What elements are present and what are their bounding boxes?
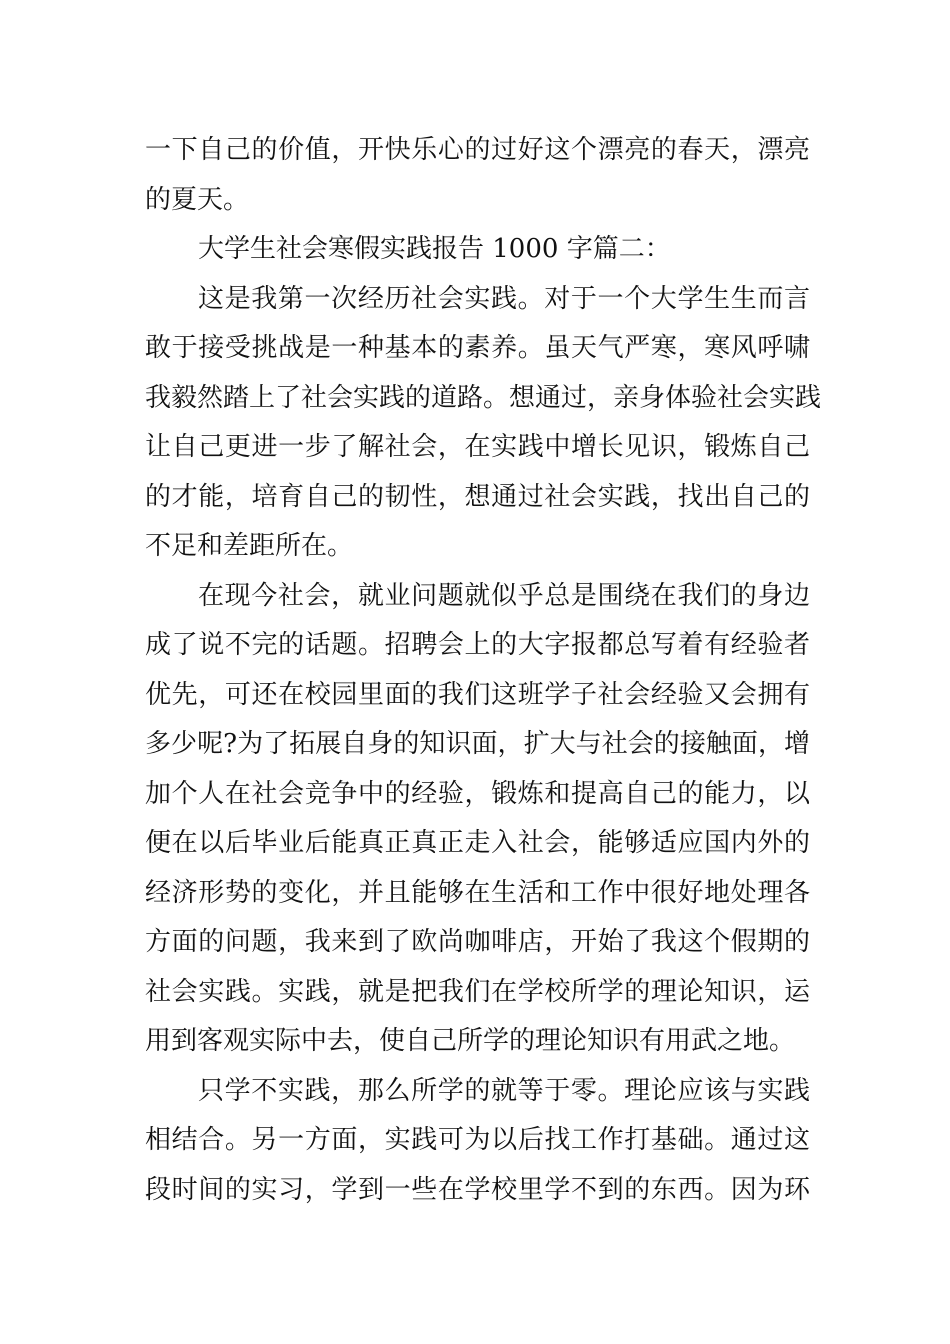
text-line: 相结合。另一方面，实践可为以后找工作打基础。通过这 <box>145 1125 810 1155</box>
text-line: 便在以后毕业后能真正真正走入社会，能够适应国内外的 <box>145 828 810 858</box>
text-line: 的夏天。 <box>145 184 250 215</box>
text-line: 敢于接受挑战是一种基本的素养。虽天气严寒，寒风呼啸 <box>145 333 810 363</box>
text-line: 只学不实践，那么所学的就等于零。理论应该与实践 <box>198 1075 810 1106</box>
text-line: 在现今社会，就业问题就似乎总是围绕在我们的身边 <box>198 580 810 611</box>
text-line: 多少呢?为了拓展自身的知识面，扩大与社会的接触面，增 <box>145 729 810 759</box>
text-line: 我毅然踏上了社会实践的道路。想通过，亲身体验社会实践 <box>145 382 822 413</box>
text-line: 的才能，培育自己的韧性，想通过社会实践，找出自己的 <box>145 481 810 512</box>
text-line: 一下自己的价值，开快乐心的过好这个漂亮的春天，漂亮 <box>145 135 810 165</box>
text-line: 加个人在社会竞争中的经验，锻炼和提高自己的能力，以 <box>145 778 810 809</box>
text-line: 成了说不完的话题。招聘会上的大字报都总写着有经验者 <box>145 630 810 660</box>
text-line: 社会实践。实践，就是把我们在学校所学的理论知识，运 <box>145 976 810 1007</box>
text-line: 段时间的实习，学到一些在学校里学不到的东西。因为环 <box>145 1174 810 1205</box>
text-line: 不足和差距所在。 <box>145 531 354 561</box>
text-line: 用到客观实际中去，使自己所学的理论知识有用武之地。 <box>145 1026 796 1056</box>
text-line: 经济形势的变化，并且能够在生活和工作中很好地处理各 <box>145 877 810 908</box>
text-line: 优先，可还在校园里面的我们这班学子社会经验又会拥有 <box>145 679 810 710</box>
text-line: 大学生社会寒假实践报告 1000 字篇二： <box>198 234 671 264</box>
document-body <box>145 126 822 1215</box>
text-line: 让自己更进一步了解社会，在实践中增长见识，锻炼自己 <box>145 432 810 462</box>
text-line: 这是我第一次经历社会实践。对于一个大学生生而言 <box>198 283 810 314</box>
text-line: 方面的问题，我来到了欧尚咖啡店，开始了我这个假期的 <box>145 927 810 957</box>
